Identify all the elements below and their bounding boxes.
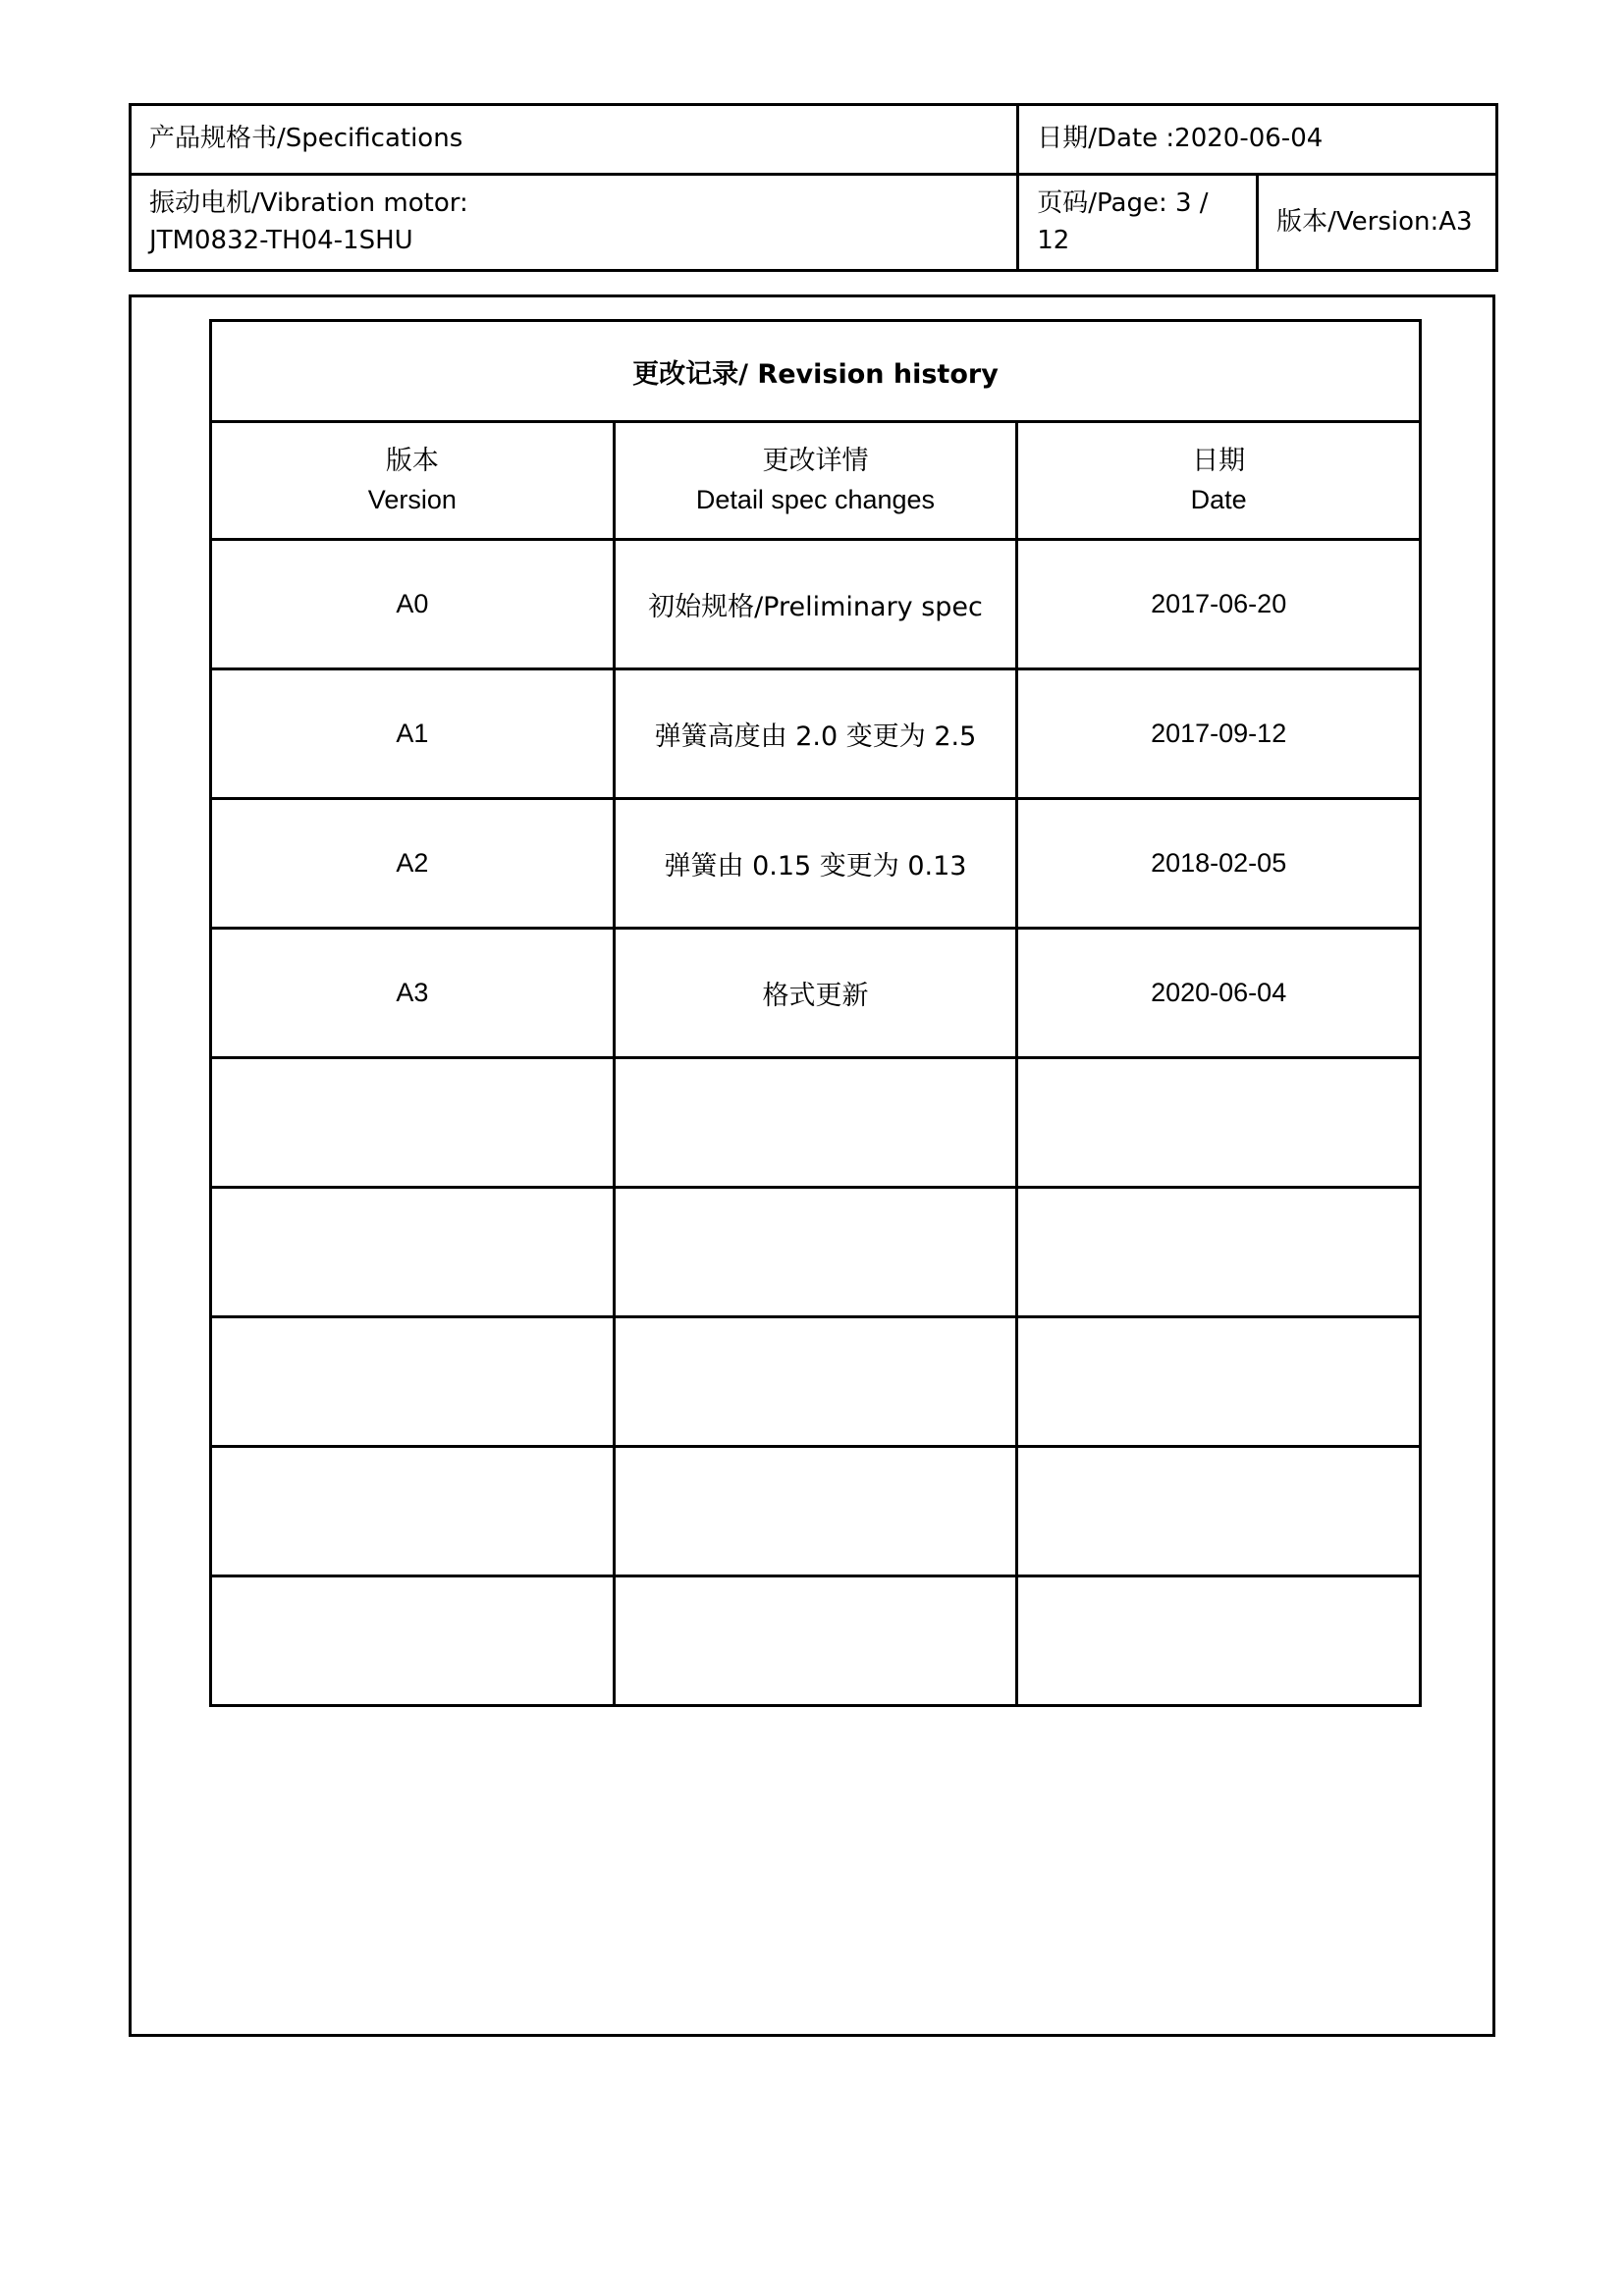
cell-version [211,1058,615,1188]
column-header-date-en: Date [1190,484,1247,514]
header-page: 页码/Page: 3 / 12 [1018,175,1258,271]
header-product-line2: JTM0832-TH04-1SHU [149,225,413,255]
cell-version: A0 [211,540,615,669]
cell-version [211,1576,615,1706]
header-version: 版本/Version:A3 [1258,175,1497,271]
cell-detail [614,1188,1017,1317]
cell-detail: 初始规格/Preliminary spec [614,540,1017,669]
revision-title: 更改记录/ Revision history [211,321,1421,422]
cell-date [1017,1188,1421,1317]
header-row-1 [131,105,1497,175]
revision-header-row [211,422,1421,540]
revision-title-row [211,321,1421,422]
cell-version [211,1317,615,1447]
table-row [211,929,1421,1058]
cell-version [211,1447,615,1576]
table-row [211,1576,1421,1706]
column-header-detail-cn: 更改详情 [762,446,869,477]
cell-version [211,1188,615,1317]
cell-version: A2 [211,799,615,929]
header-product-line1: 振动电机/Vibration motor: [149,188,468,218]
table-row [211,1188,1421,1317]
cell-date: 2017-09-12 [1017,669,1421,799]
cell-detail: 格式更新 [614,929,1017,1058]
cell-version: A1 [211,669,615,799]
column-header-version-en: Version [367,484,457,514]
column-header-detail-en: Detail spec changes [695,484,936,514]
cell-detail [614,1317,1017,1447]
table-row [211,669,1421,799]
cell-date: 2017-06-20 [1017,540,1421,669]
header-row-2 [131,175,1497,271]
cell-date: 2020-06-04 [1017,929,1421,1058]
table-row [211,799,1421,929]
column-header-date [1017,422,1421,540]
cell-detail [614,1058,1017,1188]
table-row [211,1058,1421,1188]
cell-date [1017,1447,1421,1576]
cell-detail [614,1576,1017,1706]
column-header-date-cn: 日期 [1192,446,1246,477]
column-header-version-cn: 版本 [385,446,439,477]
header-date: 日期/Date :2020-06-04 [1018,105,1497,175]
header-product [131,175,1018,271]
document-header-table [129,103,1498,272]
table-row [211,1447,1421,1576]
cell-detail: 弹簧高度由 2.0 变更为 2.5 [614,669,1017,799]
cell-date [1017,1317,1421,1447]
cell-date: 2018-02-05 [1017,799,1421,929]
revision-history-table [209,319,1422,1707]
header-doc-type: 产品规格书/Specifications [131,105,1018,175]
cell-date [1017,1058,1421,1188]
cell-version: A3 [211,929,615,1058]
column-header-detail [614,422,1017,540]
table-row [211,1317,1421,1447]
column-header-version [211,422,615,540]
cell-detail [614,1447,1017,1576]
cell-detail: 弹簧由 0.15 变更为 0.13 [614,799,1017,929]
table-row [211,540,1421,669]
cell-date [1017,1576,1421,1706]
